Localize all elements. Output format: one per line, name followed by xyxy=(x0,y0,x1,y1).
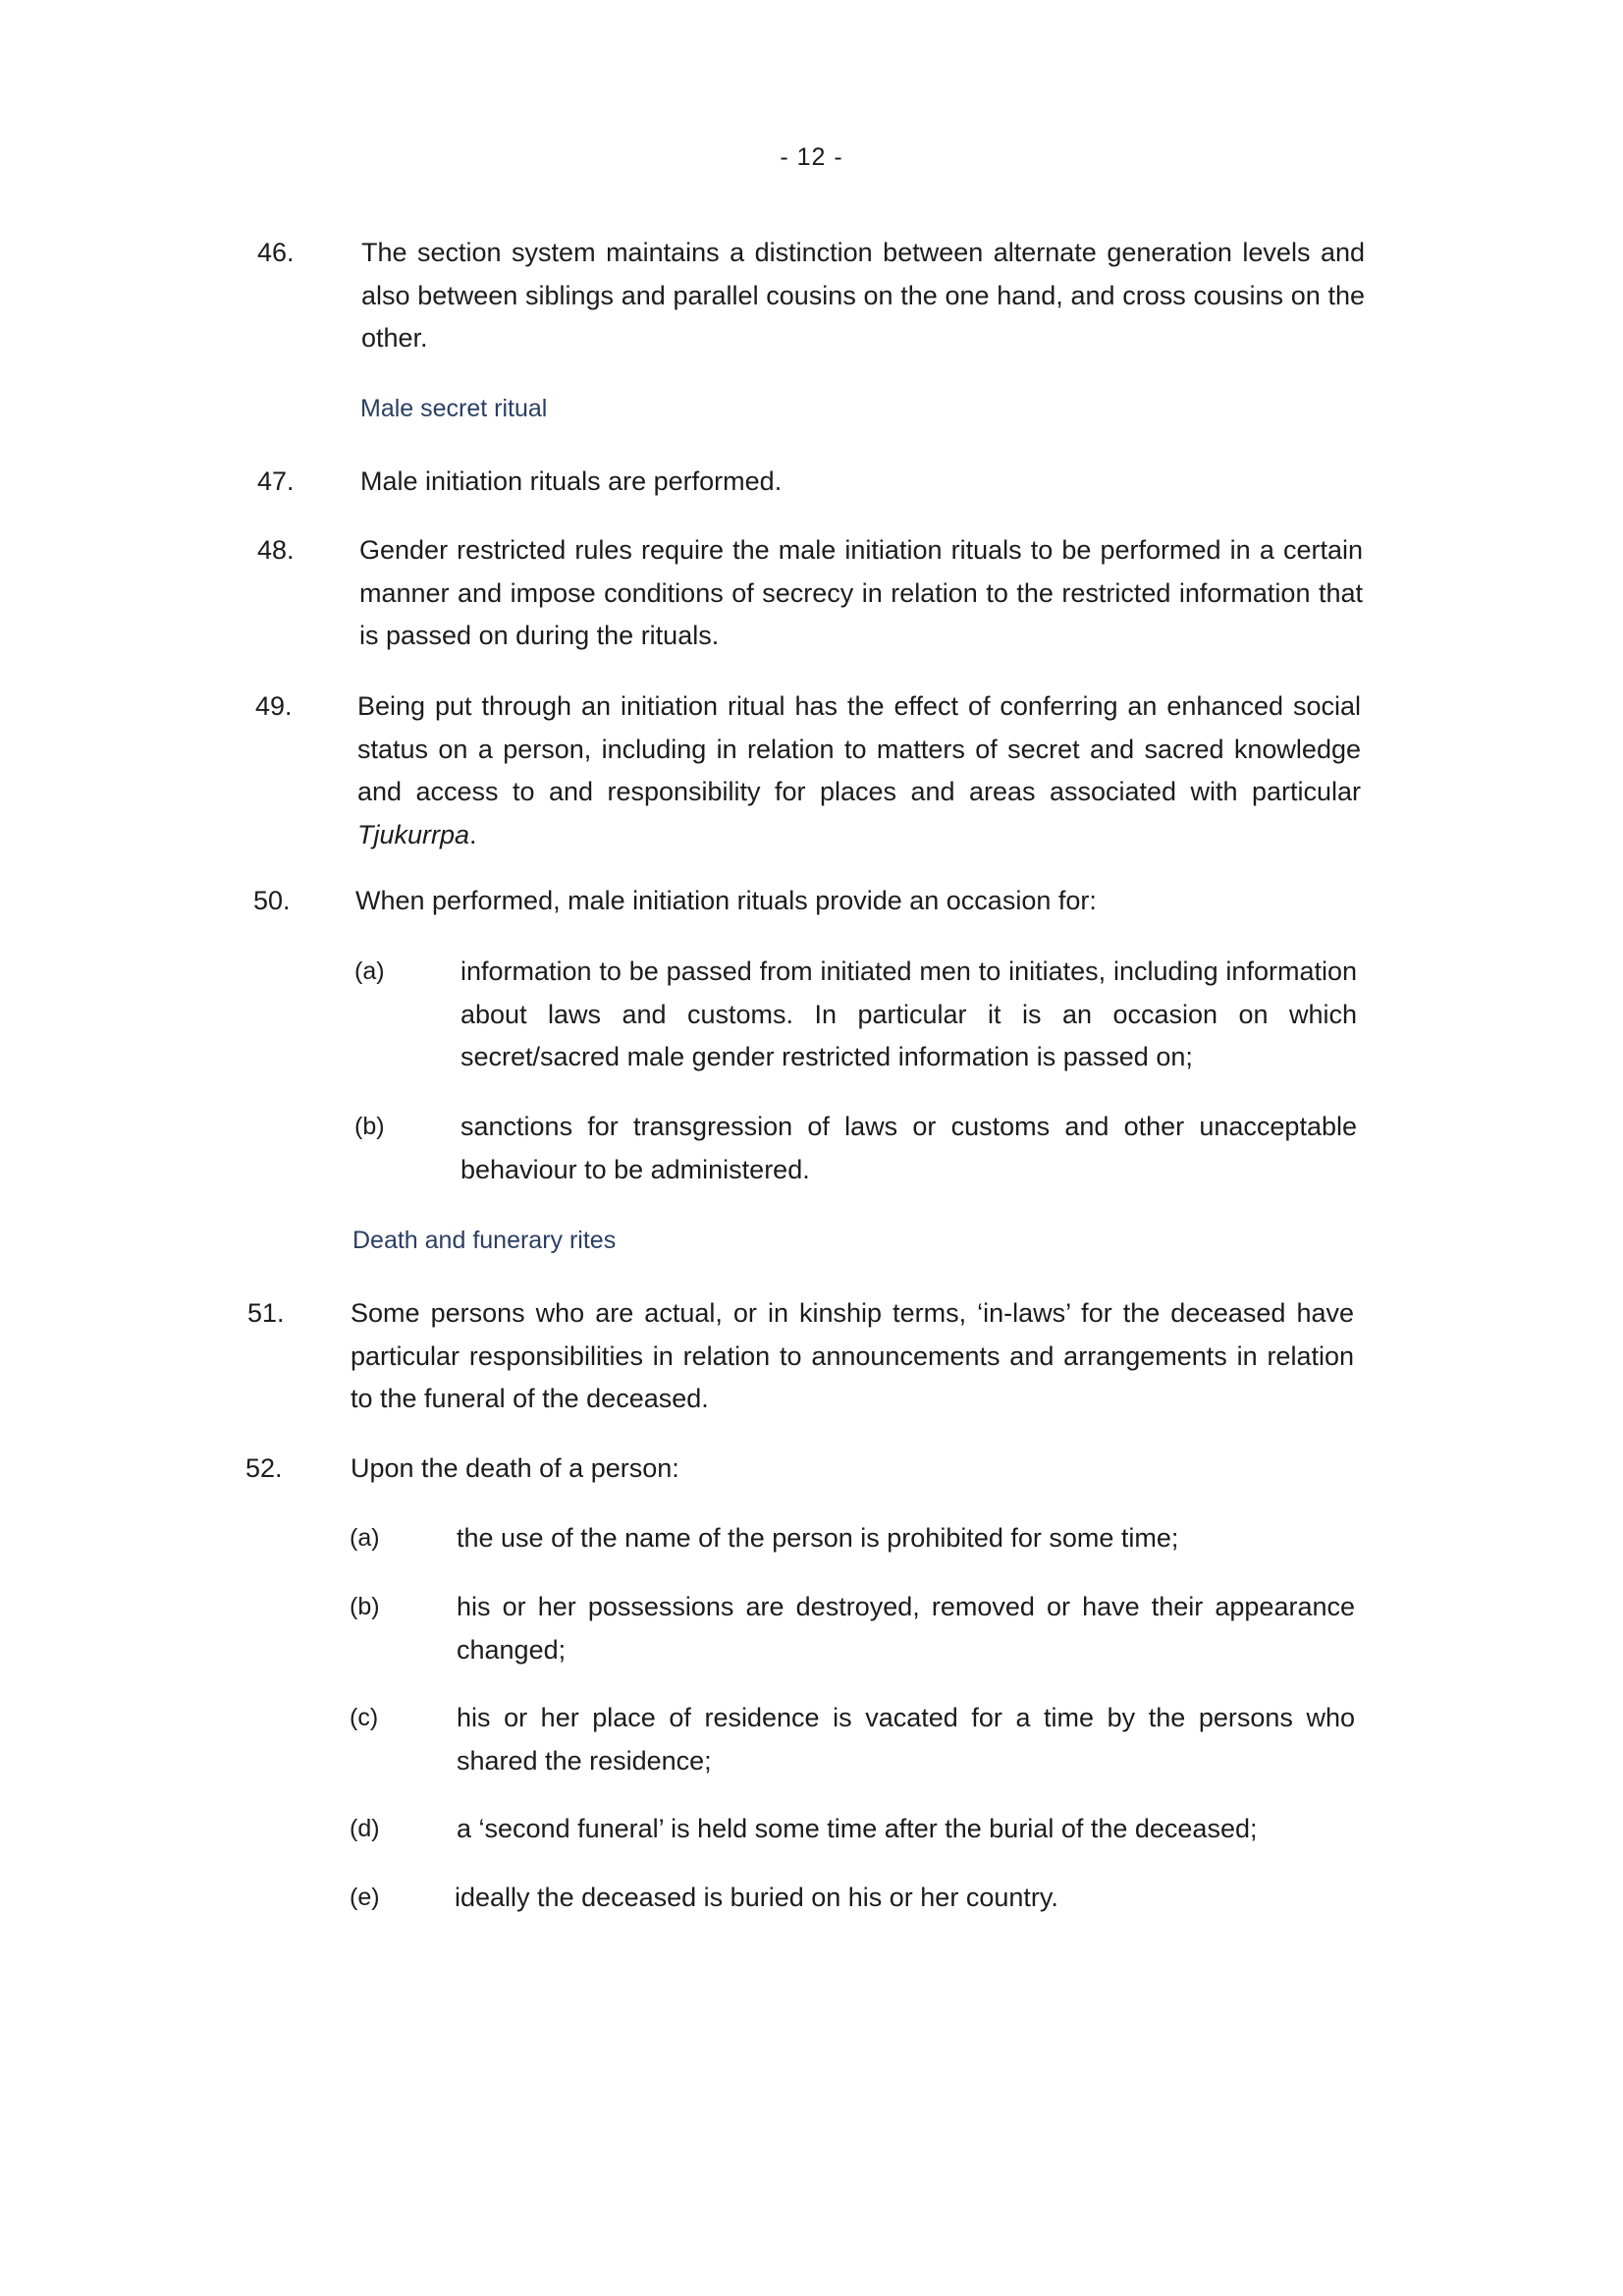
subitem-text: the use of the name of the person is prohibited for some time; xyxy=(457,1523,1179,1553)
page-number: - 12 - xyxy=(780,143,843,171)
subitem-label: (e) xyxy=(350,1884,380,1911)
subitem-text: sanctions for transgression of laws or customs and other unacceptable behaviour to be administered. xyxy=(460,1112,1357,1184)
subitem-label: (d) xyxy=(350,1815,380,1842)
paragraph-text: Upon the death of a person: xyxy=(351,1453,679,1483)
subitem-label: (b) xyxy=(354,1113,385,1140)
paragraph-text-part: . xyxy=(469,819,477,849)
subitem-label: (a) xyxy=(354,957,385,985)
section-heading-male-secret-ritual: Male secret ritual xyxy=(360,395,548,422)
paragraph-text: Gender restricted rules require the male initiation rituals to be performed in a certain manner and impose conditions of secrecy in relation to the restricted information that is passed on during the rituals. xyxy=(359,535,1363,650)
paragraph-number: 47. xyxy=(257,466,295,496)
paragraph-text: Male initiation rituals are performed. xyxy=(360,466,783,496)
paragraph-number: 46. xyxy=(257,238,295,267)
paragraph-text: When performed, male initiation rituals provide an occasion for: xyxy=(355,886,1097,915)
paragraph-text: Some persons who are actual, or in kinship terms, ‘in-laws’ for the deceased have particular responsibilities in relation to announcements and arrangements in relation to the funeral of the deceased. xyxy=(351,1298,1354,1413)
paragraph-number: 50. xyxy=(253,886,291,915)
paragraph-number: 51. xyxy=(247,1298,285,1328)
paragraph-text-italic: Tjukurrpa xyxy=(357,819,470,849)
paragraph-number: 49. xyxy=(255,691,293,721)
paragraph-text: The section system maintains a distinction between alternate generation levels and also between siblings and parallel cousins on the one hand, and cross cousins on the other. xyxy=(361,238,1365,353)
section-heading-death-and-funerary-rites: Death and funerary rites xyxy=(352,1227,617,1254)
subitem-text: his or her possessions are destroyed, removed or have their appearance changed; xyxy=(457,1592,1355,1665)
subitem-text: information to be passed from initiated men to initiates, including information about laws and customs. In particular it is an occasion on which secret/sacred male gender restricted information is passed on; xyxy=(460,957,1357,1071)
paragraph-text-part: Being put through an initiation ritual has the effect of conferring an enhanced social status on a person, including in relation to matters of secret and sacred knowledge and access to and responsibility for places and areas associated with particular xyxy=(357,691,1361,806)
subitem-text: his or her place of residence is vacated for a time by the persons who shared the residence; xyxy=(457,1703,1355,1776)
paragraph-text xyxy=(357,685,1361,856)
subitem-text: ideally the deceased is buried on his or her country. xyxy=(455,1883,1058,1912)
paragraph-number: 48. xyxy=(257,535,295,565)
subitem-text: a ‘second funeral’ is held some time after the burial of the deceased; xyxy=(457,1814,1258,1843)
subitem-label: (c) xyxy=(350,1704,379,1731)
subitem-label: (b) xyxy=(350,1593,380,1620)
paragraph-number: 52. xyxy=(245,1453,283,1483)
subitem-label: (a) xyxy=(350,1524,380,1552)
